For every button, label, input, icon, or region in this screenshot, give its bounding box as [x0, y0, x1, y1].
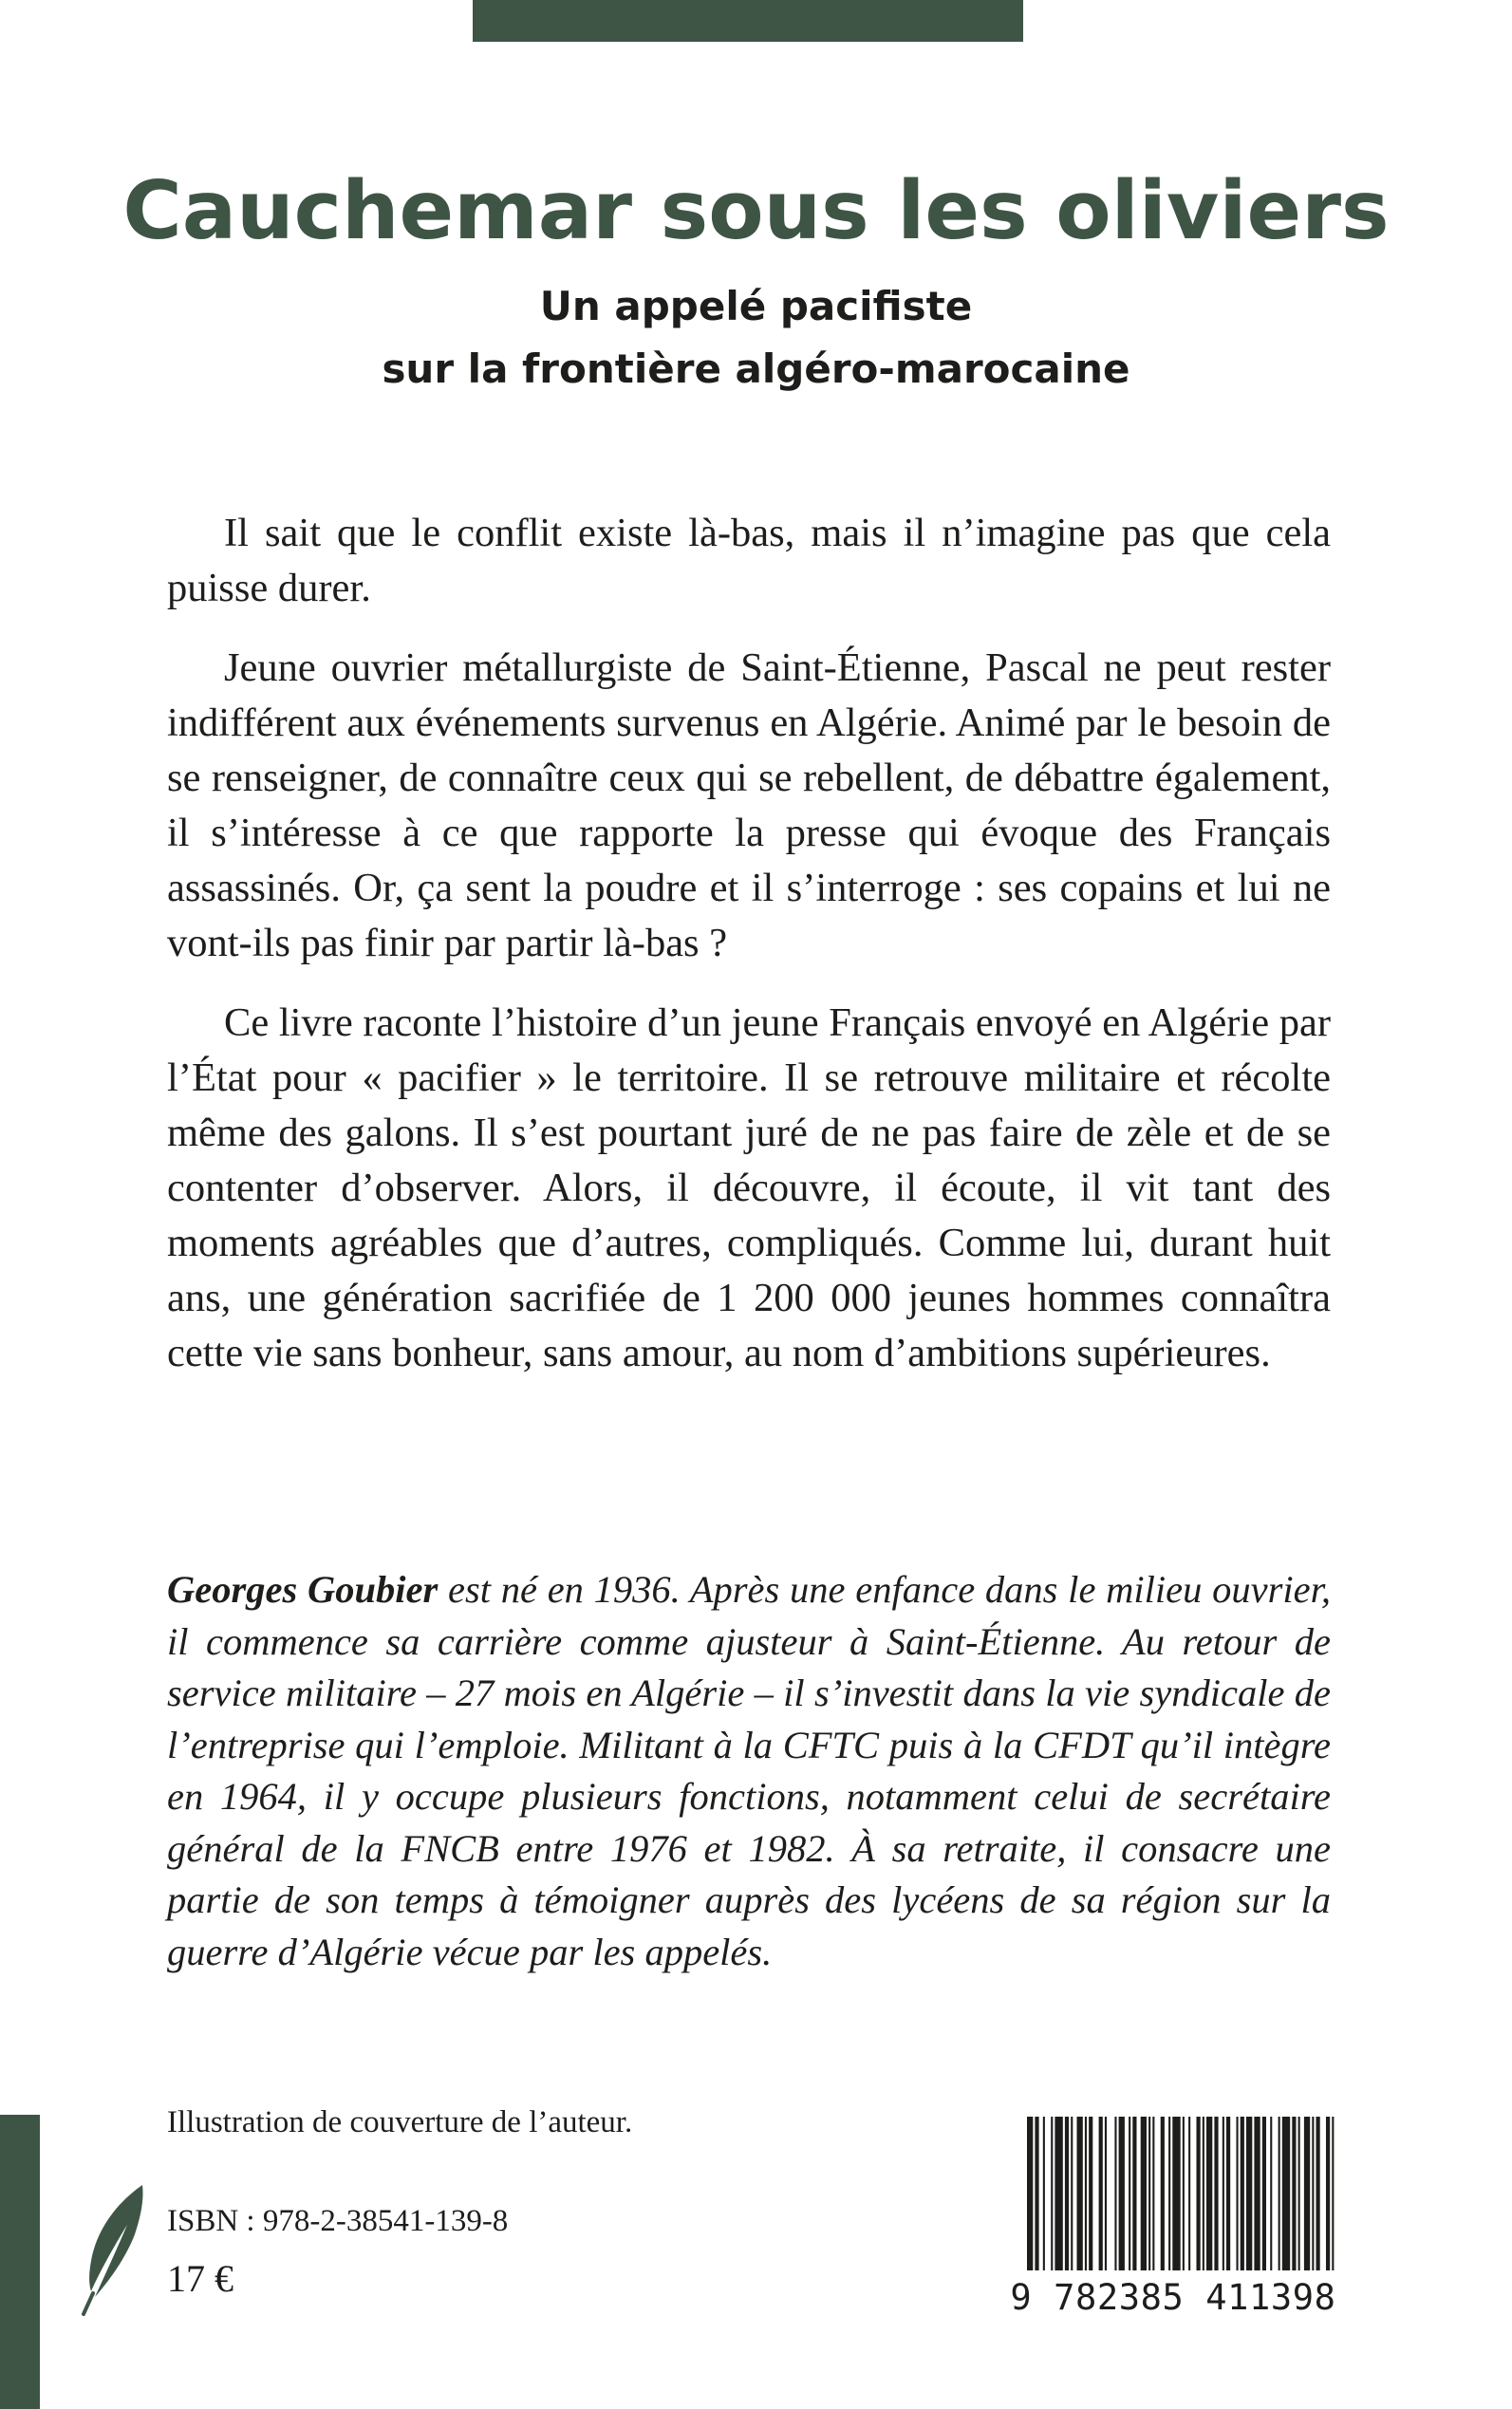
top-color-band [473, 0, 1023, 42]
author-bio-text: est né en 1936. Après une enfance dans le milieu ouvrier, il commence sa carrière comme ajusteur à Saint-Étienne. Au retour de service militaire – 27 mois en Algérie – il s’investit dans la vie syndicale de l’entreprise qui l’emploie. Militant à la CFTC puis à la CFDT qu’il intègre en 1964, il y occupe plusieurs fonctions, notamment celui de secrétaire général de la FNCB entre 1976 et 1982. À sa retraite, il consacre une partie de son temps à témoigner auprès des lycéens de sa région sur la guerre d’Algérie vécue par les appelés. [167, 1568, 1331, 1973]
isbn-number: ISBN : 978-2-38541-139-8 [167, 2204, 509, 2238]
book-title: Cauchemar sous les oliviers [122, 164, 1390, 258]
author-bio [167, 1564, 1331, 1978]
blurb-paragraph-2: Jeune ouvrier métallurgiste de Saint-Étienne, Pascal ne peut rester indifférent aux événements survenus en Algérie. Animé par le besoin de se renseigner, de connaître ceux qui se rebellent, de débattre également, il s’intéresse à ce que rapporte la presse qui évoque des Français assassinés. Or, ça sent la poudre et il s’interroge : ses copains et lui ne vont-ils pas finir par partir là-bas ? [167, 645, 1331, 965]
quill-icon [80, 2183, 148, 2316]
book-subtitle [0, 275, 1512, 401]
cover-illustration-credit: Illustration de couverture de l’auteur. [167, 2105, 633, 2139]
side-color-band [0, 2115, 40, 2409]
barcode-digits: 9 782385 411398 [999, 2270, 1348, 2320]
subtitle-line-2: sur la frontière algéro-marocaine [382, 345, 1130, 392]
subtitle-line-1: Un appelé pacifiste [539, 283, 973, 329]
blurb-paragraph-1: Il sait que le conflit existe là-bas, mais il n’imagine pas que cela puisse durer. [167, 511, 1331, 610]
blurb-paragraph-3: Ce livre raconte l’histoire d’un jeune Français envoyé en Algérie par l’État pour « pacifier » le territoire. Il se retrouve militaire et récolte même des galons. Il s’est pourtant juré de ne pas faire de zèle et de se contenter d’observer. Alors, il découvre, il écoute, il vit tant des moments agréables que d’autres, compliqués. Comme lui, durant huit ans, une génération sacrifiée de 1 200 000 jeunes hommes connaîtra cette vie sans bonheur, sans amour, au nom d’ambitions supérieures. [167, 1000, 1331, 1375]
author-name: Georges Goubier [167, 1568, 439, 1611]
back-cover-blurb [167, 506, 1331, 1406]
price: 17 € [167, 2257, 233, 2300]
